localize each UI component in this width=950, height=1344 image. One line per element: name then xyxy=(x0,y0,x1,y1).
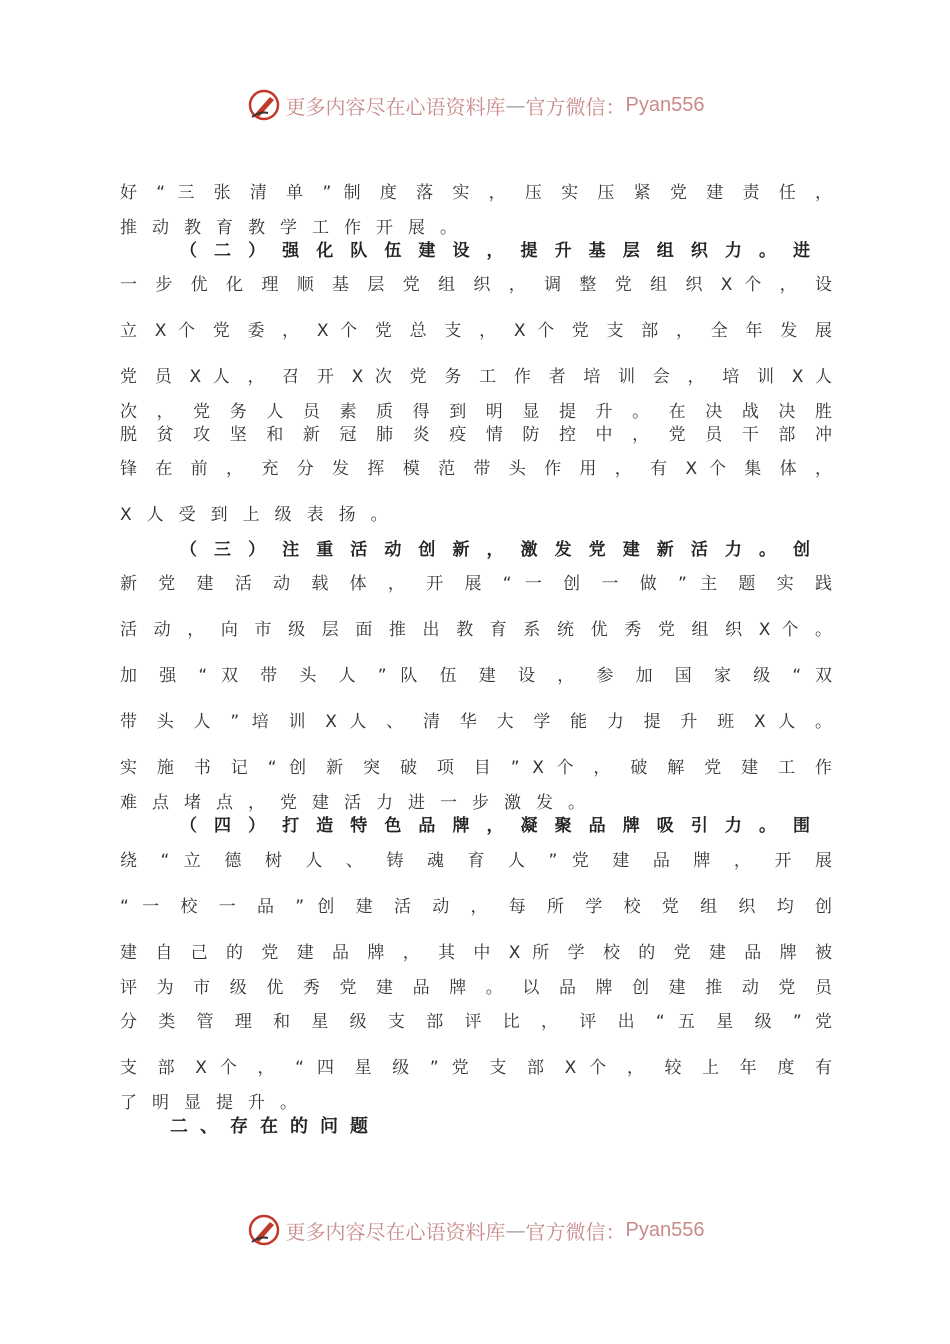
pen-logo-icon xyxy=(246,87,282,123)
body-line: 好 “ 三 张 清 单 ” 制 度 落 实 ， 压 实 压 紧 党 建 责 任 ， xyxy=(120,183,832,203)
watermark-label: 官方微信： xyxy=(525,1219,626,1244)
header-watermark xyxy=(0,85,950,125)
body-line: 带 头 人 ” 培 训 X 人 、 清 华 大 学 能 力 提 升 班 X 人 。 xyxy=(120,712,832,732)
body-line: 绕 “ 立 德 树 人 、 铸 魂 育 人 ” 党 建 品 牌 ， 开 展 xyxy=(120,851,832,871)
body-line: 锋 在 前 ， 充 分 发 挥 模 范 带 头 作 用 ， 有 X 个 集 体 ， xyxy=(120,459,832,479)
watermark-separator: — xyxy=(505,1218,526,1242)
watermark-account: Pyan556 xyxy=(625,1218,705,1241)
pen-logo-icon xyxy=(246,1212,282,1248)
body-line: 支 部 X 个 ， “ 四 星 级 ” 党 支 部 X 个 ， 较 上 年 度 有 xyxy=(120,1058,832,1078)
watermark-text: 更多内容尽在心语资料库 xyxy=(285,94,506,119)
body-line: 分 类 管 理 和 星 级 支 部 评 比 ， 评 出 “ 五 星 级 ” 党 xyxy=(120,1012,832,1032)
body-line: 一 步 优 化 理 顺 基 层 党 组 织 ， 调 整 党 组 织 X 个 ， 设 xyxy=(120,275,832,295)
body-line: 了明显提升。 xyxy=(120,1093,312,1113)
body-line: 活 动 ， 向 市 级 层 面 推 出 教 育 系 统 优 秀 党 组 织 X 个 。 xyxy=(120,620,832,640)
footer-watermark xyxy=(0,1210,950,1250)
body-line: 推动教育教学工作开展。 xyxy=(120,218,472,238)
body-line: X人受到上级表扬。 xyxy=(120,505,403,525)
body-line: 次 ， 党 务 人 员 素 质 得 到 明 显 提 升 。 在 决 战 决 胜 xyxy=(120,402,832,422)
watermark-account: Pyan556 xyxy=(625,93,705,116)
subheading: （ 二 ） 强 化 队 伍 建 设 ， 提 升 基 层 组 织 力 。 进 xyxy=(180,241,810,261)
section-title: 二、存在的问题 xyxy=(170,1116,380,1137)
watermark-label: 官方微信： xyxy=(525,94,626,119)
watermark-separator: — xyxy=(505,93,526,117)
body-line: 加 强 “ 双 带 头 人 ” 队 伍 建 设 ， 参 加 国 家 级 “ 双 xyxy=(120,666,832,686)
body-line: “ 一 校 一 品 ” 创 建 活 动 ， 每 所 学 校 党 组 织 均 创 xyxy=(120,897,832,917)
body-line: 党 员 X 人 ， 召 开 X 次 党 务 工 作 者 培 训 会 ， 培 训 X 人 xyxy=(120,367,832,387)
watermark-text: 更多内容尽在心语资料库 xyxy=(285,1219,506,1244)
body-line: 难点堵点，党建活力进一步激发。 xyxy=(120,793,600,813)
body-line: 脱 贫 攻 坚 和 新 冠 肺 炎 疫 情 防 控 中 ， 党 员 干 部 冲 xyxy=(120,425,832,445)
body-line: 实 施 书 记 “ 创 新 突 破 项 目 ” X 个 ， 破 解 党 建 工 作 xyxy=(120,758,832,778)
subheading: （ 三 ） 注 重 活 动 创 新 ， 激 发 党 建 新 活 力 。 创 xyxy=(180,540,810,560)
body-line: 新 党 建 活 动 载 体 ， 开 展 “ 一 创 一 做 ” 主 题 实 践 xyxy=(120,574,832,594)
body-line: 评 为 市 级 优 秀 党 建 品 牌 。 以 品 牌 创 建 推 动 党 员 xyxy=(120,978,832,998)
subheading: （ 四 ） 打 造 特 色 品 牌 ， 凝 聚 品 牌 吸 引 力 。 围 xyxy=(180,816,810,836)
body-line: 建 自 己 的 党 建 品 牌 ， 其 中 X 所 学 校 的 党 建 品 牌 被 xyxy=(120,943,832,963)
body-line: 立 X 个 党 委 ， X 个 党 总 支 ， X 个 党 支 部 ， 全 年 发 展 xyxy=(120,321,832,341)
